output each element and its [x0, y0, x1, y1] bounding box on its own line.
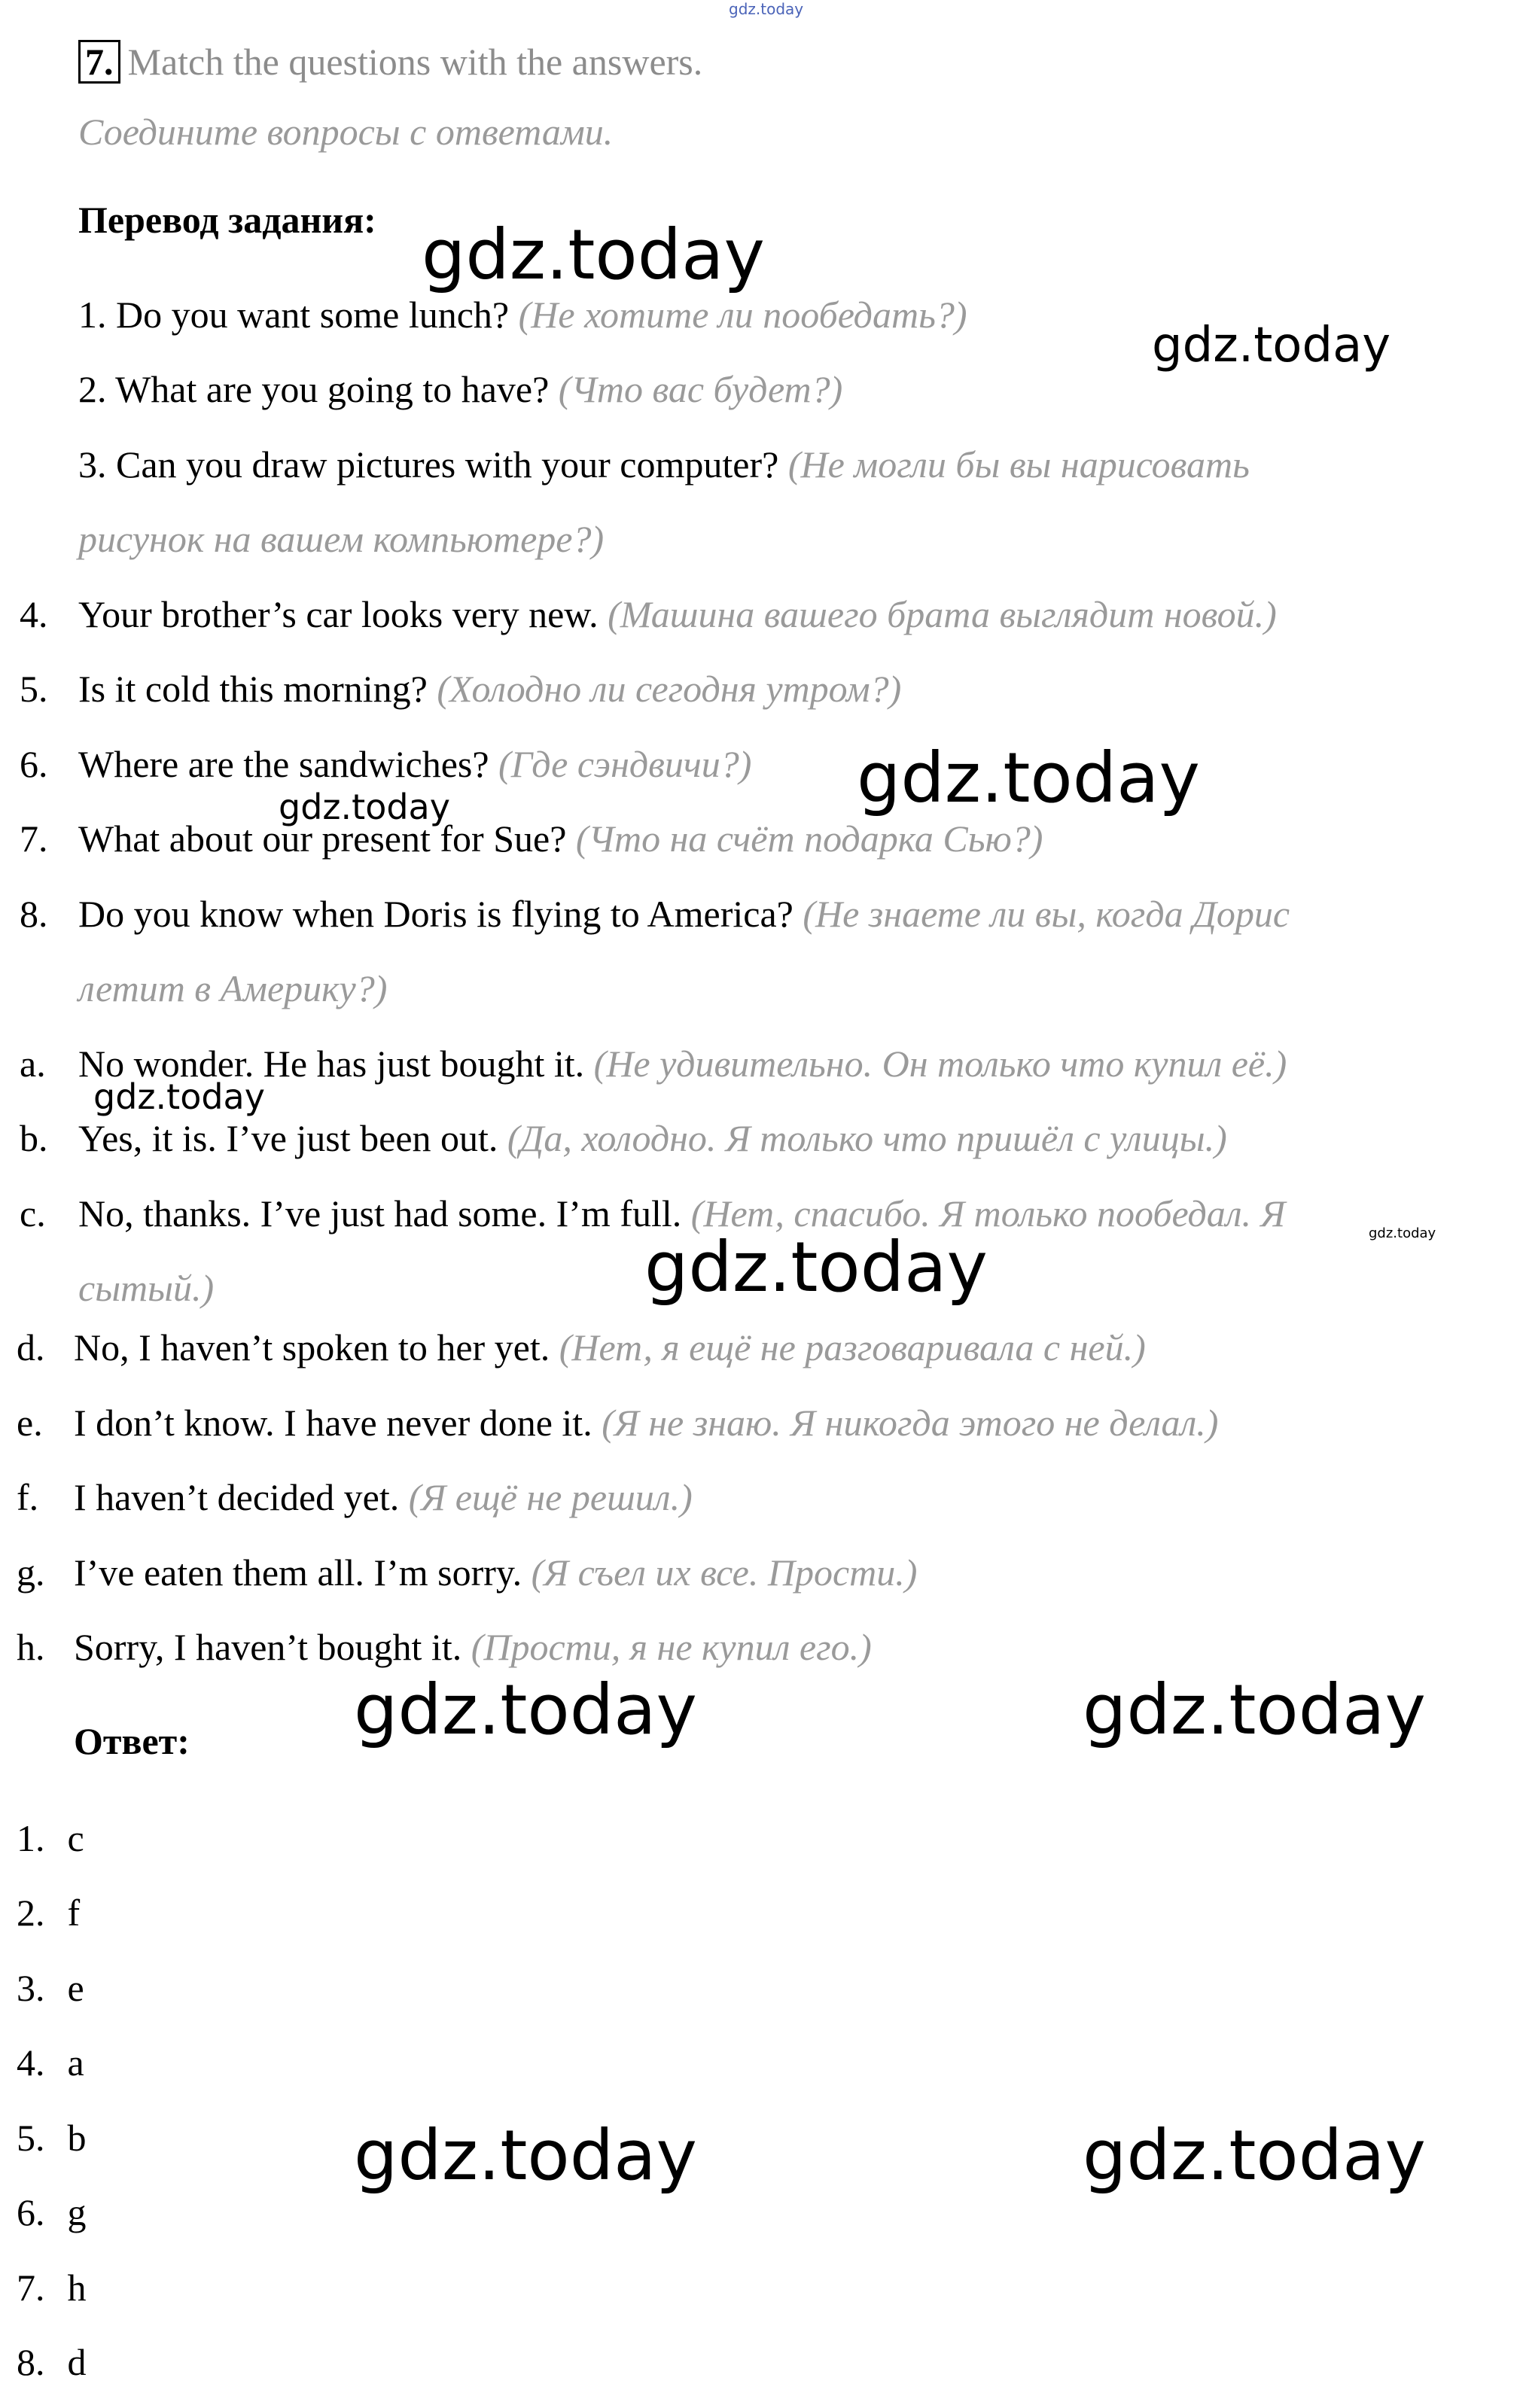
question-5: 5. Is it cold this morning? (Холодно ли сегодня утром?): [20, 668, 902, 710]
watermark: gdz.today: [354, 1670, 697, 1750]
option-e: e. I don’t know. I have never done it. (Я не знаю. Я никогда этого не делал.): [17, 1402, 1219, 1444]
watermark: gdz.today: [644, 1227, 988, 1308]
answer-8: 8. d: [17, 2341, 87, 2383]
watermark: gdz.today: [857, 738, 1200, 818]
question-3: 3. Can you draw pictures with your computer? (Не могли бы вы нарисовать: [78, 443, 1250, 486]
question-8-continued: летит в Америку?): [78, 967, 388, 1009]
option-h: h. Sorry, I haven’t bought it. (Прости, я не купил его.): [17, 1626, 872, 1668]
watermark-top: gdz.today: [729, 0, 804, 18]
answer-6: 6. g: [17, 2191, 87, 2233]
option-g: g. I’ve eaten them all. I’m sorry. (Я съел их все. Прости.): [17, 1551, 918, 1594]
task-header: [78, 39, 702, 84]
answer-2: 2. f: [17, 1892, 81, 1934]
option-f: f. I haven’t decided yet. (Я ещё не решил.): [17, 1476, 693, 1518]
answer-7: 7. h: [17, 2266, 87, 2309]
question-7: 7. What about our present for Sue? (Что на счёт подарка Сью?): [20, 817, 1043, 860]
option-d: d. No, I haven’t spoken to her yet. (Нет, я ещё не разговаривала с ней.): [17, 1326, 1146, 1368]
answer-3: 3. e: [17, 1967, 84, 2009]
question-4: 4. Your brother’s car looks very new. (Машина вашего брата выглядит новой.): [20, 593, 1277, 635]
question-8: 8. Do you know when Doris is flying to America? (Не знаете ли вы, когда Дорис: [20, 893, 1290, 935]
question-3-continued: рисунок на вашем компьютере?): [78, 518, 605, 560]
question-2: 2. What are you going to have? (Что вас будет?): [78, 368, 843, 410]
question-1: 1. Do you want some lunch? (Не хотите ли пообедать?): [78, 294, 967, 336]
instruction-en: Match the questions with the answers.: [127, 41, 703, 83]
instruction-ru: Соедините вопросы с ответами.: [78, 111, 614, 153]
option-b: b. Yes, it is. I’ve just been out. (Да, холодно. Я только что пришёл с улицы.): [20, 1117, 1227, 1159]
watermark: gdz.today: [1083, 1670, 1426, 1750]
answer-5: 5. b: [17, 2117, 87, 2159]
answer-heading: Ответ:: [74, 1720, 190, 1762]
answer-4: 4. a: [17, 2041, 84, 2084]
watermark: gdz.today: [1369, 1225, 1436, 1241]
answer-1: 1. c: [17, 1817, 84, 1859]
watermark: gdz.today: [93, 1076, 265, 1117]
option-c: c. No, thanks. I’ve just had some. I’m full. (Нет, спасибо. Я только пообедал. Я: [20, 1192, 1286, 1234]
watermark: gdz.today: [422, 215, 765, 295]
watermark: gdz.today: [1083, 2115, 1426, 2196]
watermark: gdz.today: [354, 2115, 697, 2196]
question-6: 6. Where are the sandwiches? (Где сэндвичи?): [20, 743, 752, 785]
watermark: gdz.today: [279, 787, 450, 827]
watermark: gdz.today: [1152, 318, 1391, 373]
option-a: a. No wonder. He has just bought it. (Не удивительно. Он только что купил её.): [20, 1043, 1287, 1085]
translation-heading: Перевод задания:: [78, 199, 376, 241]
option-c-continued: сытый.): [78, 1267, 215, 1309]
task-number: 7.: [78, 40, 120, 84]
